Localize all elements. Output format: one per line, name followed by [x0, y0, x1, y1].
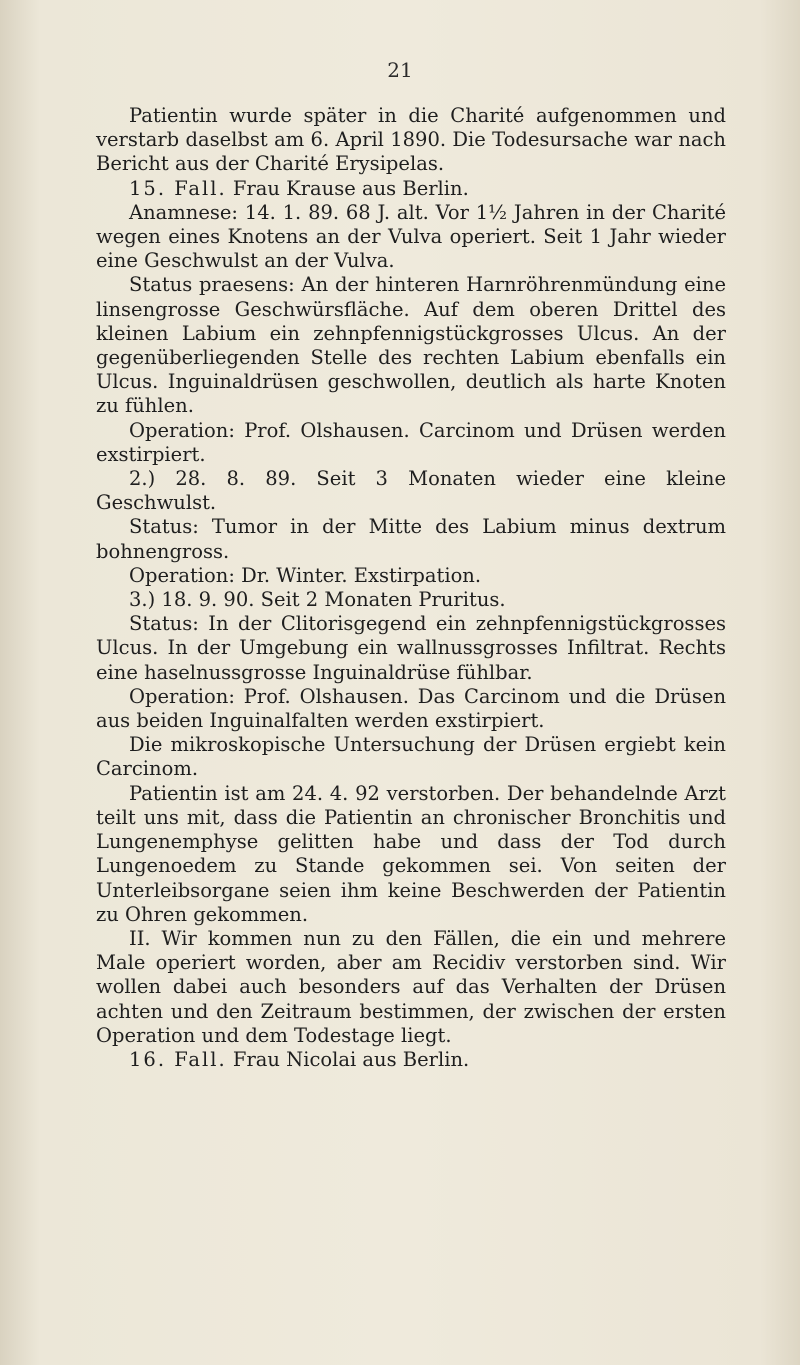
- paragraph: Status praesens: An der hinteren Harnröhrenmündung eine linsengrosse Geschwürsfläche. Auf dem oberen Drittel des kleinen Labium ein zehnpfennigstückgrosses Ulcus. An der gegenüberliegenden Stelle des rechten Labium ebenfalls ein Ulcus. Inguinaldrüsen geschwollen, deutlich als harte Knoten zu fühlen.: [96, 273, 726, 418]
- paragraph: Patientin ist am 24. 4. 92 verstorben. Der behandelnde Arzt teilt uns mit, dass die Patientin an chronischer Bronchitis und Lungenemphyse gelitten habe und dass der Tod durch Lungenoedem zu Stande gekommen sei. Von seiten der Unterleibsorgane seien ihm keine Beschwerden der Patientin zu Ohren gekommen.: [96, 781, 726, 926]
- paragraph: Operation: Prof. Olshausen. Das Carcinom und die Drüsen aus beiden Inguinalfalten werden exstirpiert.: [96, 684, 726, 733]
- case-heading: 15. Fall.: [129, 176, 227, 200]
- paragraph: Operation: Dr. Winter. Exstirpation.: [129, 563, 482, 587]
- paragraph: II. Wir kommen nun zu den Fällen, die ein und mehrere Male operiert worden, aber am Recidiv verstorben sind. Wir wollen dabei auch besonders auf das Verhalten der Drüsen achten und den Zeitraum bestimmen, der zwischen der ersten Operation und dem Todestage liegt.: [96, 926, 726, 1047]
- page-number: 21: [387, 58, 413, 82]
- paragraph: Patientin wurde später in die Charité aufgenommen und verstarb daselbst am 6. April 1890. Die Todesursache war nach Bericht aus der Charité Erysipelas.: [96, 104, 726, 176]
- case-heading-paragraph: [96, 1048, 726, 1072]
- paragraph: Status: Tumor in der Mitte des Labium minus dextrum bohnengross.: [96, 515, 726, 563]
- paragraph: Operation: Prof. Olshausen. Carcinom und Drüsen werden exstirpiert.: [96, 418, 726, 466]
- paragraph: Status: In der Clitorisgegend ein zehnpfennigstückgrosses Ulcus. In der Umgebung ein wallnussgrosses Infiltrat. Rechts eine haselnussgrosse Inguinaldrüse fühlbar.: [96, 612, 726, 684]
- case-heading-paragraph: [96, 177, 726, 201]
- body-text: [96, 104, 726, 1072]
- case-subject: Frau Nicolai aus Berlin.: [226, 1047, 470, 1071]
- case-heading: 16. Fall.: [129, 1047, 227, 1071]
- paragraph: Anamnese: 14. 1. 89. 68 J. alt. Vor 1½ Jahren in der Charité wegen eines Knotens an der Vulva operiert. Seit 1 Jahr wieder eine Geschwulst an der Vulva.: [96, 200, 726, 273]
- paragraph: 3.) 18. 9. 90. Seit 2 Monaten Pruritus.: [129, 588, 506, 612]
- paragraph: Die mikroskopische Untersuchung der Drüsen ergiebt kein Carcinom.: [96, 733, 726, 781]
- paragraph: 2.) 28. 8. 89. Seit 3 Monaten wieder eine kleine Geschwulst.: [96, 467, 726, 515]
- case-subject: Frau Krause aus Berlin.: [226, 176, 469, 200]
